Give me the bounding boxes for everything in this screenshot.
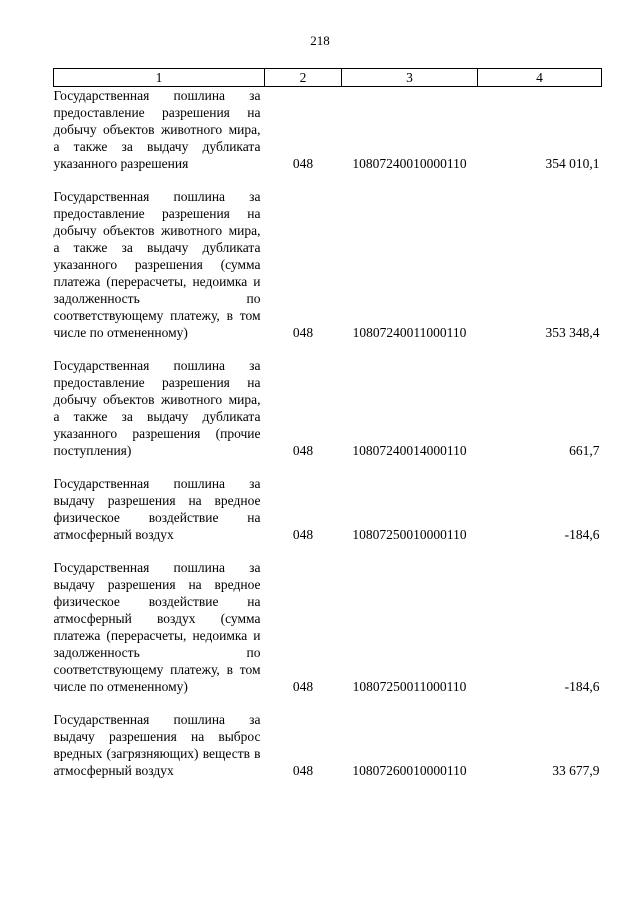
row-name: Государственная пошлина за выдачу разрешения на вредное физическое воздействие на атмосферный воздух bbox=[53, 476, 261, 542]
row-name: Государственная пошлина за предоставление разрешения на добычу объектов животного мира, а также за выдачу дубликата указанного разрешения bbox=[53, 88, 261, 171]
row-name: Государственная пошлина за выдачу разрешения на вредное физическое воздействие на атмосферный воздух (сумма платежа (перерасчеты, недоимка и задолженность по соответствующему платежу, в том числе по отмененному) bbox=[53, 560, 261, 694]
page-number: 218 bbox=[310, 33, 330, 48]
row-amount: 353 348,4 bbox=[545, 325, 600, 340]
row-admin-code: 048 bbox=[292, 443, 314, 458]
row-name: Государственная пошлина за предоставление разрешения на добычу объектов животного мира, а также за выдачу дубликата указанного разрешения (прочие поступления) bbox=[53, 358, 261, 458]
table-row bbox=[54, 357, 602, 475]
row-kbk: 10807260010000110 bbox=[352, 763, 467, 778]
row-admin-code: 048 bbox=[292, 679, 314, 694]
row-kbk: 10807240014000110 bbox=[352, 443, 467, 458]
row-kbk: 10807250011000110 bbox=[352, 679, 467, 694]
table-row bbox=[54, 559, 602, 711]
column-header-2: 2 bbox=[265, 69, 342, 87]
table-header-row bbox=[54, 69, 602, 87]
row-name: Государственная пошлина за предоставление разрешения на добычу объектов животного мира, а также за выдачу дубликата указанного разрешения (сумма платежа (перерасчеты, недоимка и задолженность по соответствующему платежу, в том числе по отмененному) bbox=[53, 189, 261, 340]
column-header-1: 1 bbox=[54, 69, 265, 87]
row-amount: 33 677,9 bbox=[552, 763, 600, 778]
row-name: Государственная пошлина за выдачу разрешения на выброс вредных (загрязняющих) веществ в атмосферный воздух bbox=[53, 712, 261, 778]
budget-table bbox=[53, 68, 602, 779]
row-admin-code: 048 bbox=[292, 325, 314, 340]
row-amount: 354 010,1 bbox=[545, 156, 600, 171]
row-admin-code: 048 bbox=[292, 156, 314, 171]
row-amount: -184,6 bbox=[564, 679, 600, 694]
column-header-3: 3 bbox=[342, 69, 478, 87]
row-kbk: 10807250010000110 bbox=[352, 527, 467, 542]
row-kbk: 10807240011000110 bbox=[352, 325, 467, 340]
row-amount: -184,6 bbox=[564, 527, 600, 542]
table-row bbox=[54, 87, 602, 189]
row-kbk: 10807240010000110 bbox=[352, 156, 467, 171]
row-admin-code: 048 bbox=[292, 763, 314, 778]
table-row bbox=[54, 188, 602, 357]
table-row bbox=[54, 711, 602, 779]
row-amount: 661,7 bbox=[569, 443, 600, 458]
column-header-4: 4 bbox=[478, 69, 602, 87]
row-admin-code: 048 bbox=[292, 527, 314, 542]
table-row bbox=[54, 475, 602, 559]
